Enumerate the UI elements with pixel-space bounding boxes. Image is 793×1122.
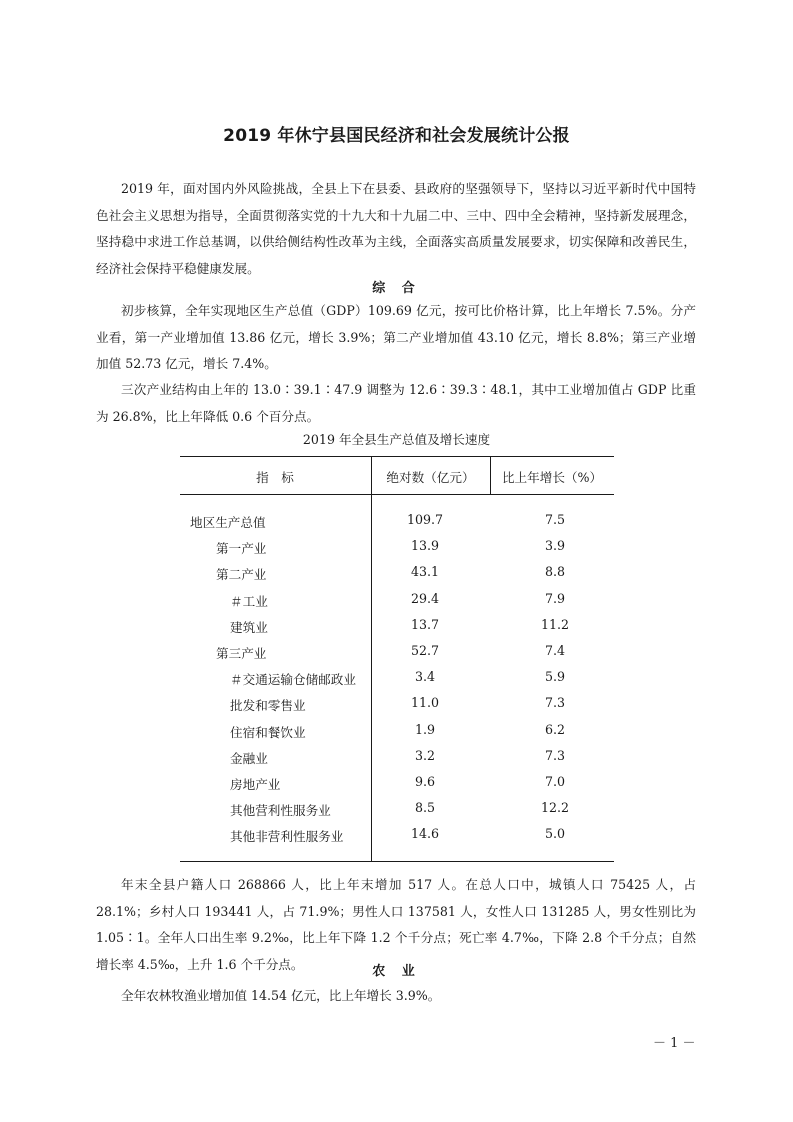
section-heading-comprehensive: 综 合 — [372, 281, 421, 296]
row-growth-rate: 7.3 — [544, 695, 566, 711]
row-absolute-value: 3.2 — [414, 747, 436, 763]
row-growth-rate: 7.3 — [544, 747, 566, 763]
row-indicator-name: 金融业 — [230, 750, 268, 766]
row-growth-rate: 11.2 — [540, 616, 570, 632]
row-indicator-name: 第二产业 — [216, 567, 267, 583]
row-absolute-value: 14.6 — [410, 826, 440, 842]
row-absolute-value: 13.7 — [410, 616, 440, 632]
intro-paragraph: 2019 年，面对国内外风险挑战，全县上下在县委、县政府的坚强领导下，坚持以习近平新时代中国特色社会主义思想为指导，全面贯彻落实党的十九大和十九届二中、三中、四中全会精神，坚持新发展理念，坚持稳中求进工作总基调，以供给侧结构性改革为主线，全面落实高质量发展要求，切实保障和改善民生，经济社会保持平稳健康发展。 — [96, 181, 696, 276]
row-absolute-value: 1.9 — [414, 721, 436, 737]
table-row — [180, 617, 614, 643]
row-growth-rate: 5.0 — [544, 826, 566, 842]
table-row — [180, 564, 614, 590]
gdp-paragraph: 初步核算，全年实现地区生产总值（GDP）109.69 亿元，按可比价格计算，比上年增长 7.5%。分产业看，第一产业增加值 13.86 亿元，增长 3.9%；第二产业增加值 43.10 亿元，增长 8.8%；第三产业增加值 52.73 亿元，增长 7.4%。 — [96, 303, 696, 371]
table-row — [180, 800, 614, 826]
table-row — [180, 774, 614, 800]
row-indicator-name: 地区生产总值 — [190, 515, 266, 530]
structure-paragraph: 三次产业结构由上年的 13.0∶39.1∶47.9 调整为 12.6∶39.3∶48.1，其中工业增加值占 GDP 比重为 26.8%，比上年降低 0.6 个百分点。 — [96, 382, 696, 424]
row-growth-rate: 7.0 — [544, 774, 566, 789]
table-title: 2019 年全县生产总值及增长速度 — [302, 432, 491, 447]
table-row — [180, 826, 614, 852]
row-indicator-name: 第三产业 — [216, 646, 267, 661]
page-number: － 1 － — [653, 1036, 696, 1051]
agriculture-paragraph: 全年农林牧渔业增加值 14.54 亿元，比上年增长 3.9%。 — [121, 988, 441, 1003]
table-row — [180, 669, 614, 695]
table-row — [180, 538, 614, 564]
row-absolute-value: 8.5 — [414, 800, 436, 816]
row-absolute-value: 13.9 — [410, 538, 440, 554]
row-growth-rate: 7.5 — [544, 512, 566, 527]
table-header-growth: 比上年增长（%） — [501, 470, 603, 485]
row-indicator-name: 建筑业 — [230, 619, 268, 635]
row-absolute-value: 11.0 — [410, 695, 440, 711]
table-header-indicator: 指 标 — [256, 470, 294, 485]
row-absolute-value: 29.4 — [410, 590, 440, 606]
row-growth-rate: 6.2 — [544, 721, 566, 737]
row-absolute-value: 3.4 — [414, 669, 436, 685]
row-growth-rate: 3.9 — [544, 538, 566, 554]
section-heading-agriculture: 农 业 — [372, 964, 421, 979]
row-indicator-name: ＃工业 — [230, 593, 268, 609]
row-absolute-value: 9.6 — [414, 774, 436, 789]
row-indicator-name: 批发和零售业 — [230, 698, 306, 714]
table-row — [180, 591, 614, 617]
table-top-rule — [180, 456, 614, 457]
population-paragraph: 年末全县户籍人口 268866 人，比上年末增加 517 人。在总人口中，城镇人口 75425 人，占 28.1%；乡村人口 193441 人，占 71.9%；男性人口 137581 人，女性人口 131285 人，男女性别比为 1.05∶1。全年人口出生率 9.2‰，比上年下降 1.2 个千分点；死亡率 4.7‰，下降 2.8 个千分点；自然增长率 4.5‰，上升 1.6 个千分点。 — [96, 877, 696, 972]
row-absolute-value: 52.7 — [410, 643, 440, 658]
table-row — [180, 695, 614, 721]
table-header-rule — [180, 494, 614, 495]
row-growth-rate: 12.2 — [540, 800, 570, 816]
row-indicator-name: 其他营利性服务业 — [230, 803, 331, 819]
row-absolute-value: 43.1 — [410, 564, 440, 580]
row-absolute-value: 109.7 — [406, 512, 444, 527]
table-header-absolute: 绝对数（亿元） — [386, 470, 475, 485]
row-indicator-name: 第一产业 — [216, 541, 267, 557]
row-indicator-name: ＃交通运输仓储邮政业 — [230, 672, 356, 688]
table-bottom-rule — [180, 861, 614, 862]
table-row — [180, 643, 614, 669]
row-indicator-name: 其他非营利性服务业 — [230, 829, 344, 845]
row-growth-rate: 7.9 — [544, 590, 566, 606]
table-row — [180, 748, 614, 774]
row-growth-rate: 8.8 — [544, 564, 566, 580]
table-row — [180, 722, 614, 748]
row-growth-rate: 7.4 — [544, 643, 566, 658]
row-growth-rate: 5.9 — [544, 669, 566, 685]
row-indicator-name: 住宿和餐饮业 — [230, 724, 306, 740]
row-indicator-name: 房地产业 — [230, 777, 281, 792]
document-title: 2019 年休宁县国民经济和社会发展统计公报 — [223, 126, 570, 146]
table-row — [180, 512, 614, 538]
